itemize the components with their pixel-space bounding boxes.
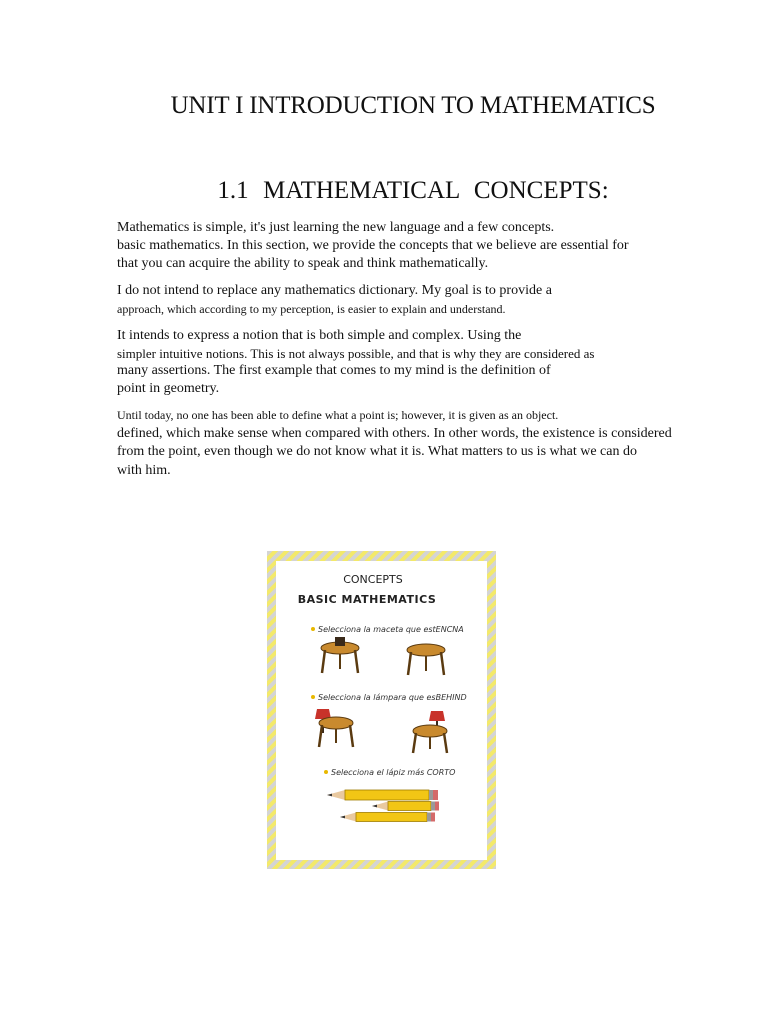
paragraph-3-line-3: many assertions. The first example that comes to my mind is the definition of [117, 363, 551, 378]
figure-instruction-3: Selecciona el lápiz más CORTO [331, 768, 456, 777]
figure-title-line-1: CONCEPTS [343, 573, 403, 586]
bullet-icon [311, 627, 315, 631]
section-title: 1.1 MATHEMATICAL CONCEPTS: [217, 177, 609, 204]
paragraph-4-line-3: from the point, even though we do not know what it is. What matters to us is what we can do [117, 444, 637, 459]
figure-title-line-2: BASIC MATHEMATICS [297, 593, 437, 606]
paragraph-2-line-1: I do not intend to replace any mathematics dictionary. My goal is to provide a [117, 283, 552, 298]
paragraph-4-line-1: Until today, no one has been able to define what a point is; however, it is given as an object. [117, 408, 559, 422]
paragraph-3-line-4: point in geometry. [117, 381, 220, 396]
paragraph-3-line-2: simpler intuitive notions. This is not always possible, and that is why they are considered as [117, 346, 595, 361]
bullet-icon [311, 695, 315, 699]
figure-instruction-1: Selecciona la maceta que estENCNA [318, 625, 464, 634]
concepts-figure-svg [267, 551, 496, 869]
paragraph-4-line-4: with him. [117, 463, 171, 478]
bullet-icon [324, 770, 328, 774]
paragraph-1-line-3: that you can acquire the ability to speak and think mathematically. [117, 256, 489, 271]
paragraph-1-line-2: basic mathematics. In this section, we provide the concepts that we believe are essential for [117, 238, 629, 253]
pencil-short-icon [340, 813, 435, 822]
unit-title: UNIT I INTRODUCTION TO MATHEMATICS [170, 92, 656, 119]
paragraph-3-line-1: It intends to express a notion that is both simple and complex. Using the [117, 328, 522, 343]
paragraph-1-line-1: Mathematics is simple, it's just learning the new language and a few concepts. [117, 220, 555, 235]
paragraph-4-line-2: defined, which make sense when compared with others. In other words, the existence is considered [117, 426, 672, 441]
pencil-long-icon [327, 790, 438, 800]
paragraph-2-line-2: approach, which according to my perception, is easier to explain and understand. [117, 302, 506, 316]
concepts-figure [267, 551, 496, 869]
figure-instruction-2: Selecciona la lámpara que esBEHIND [318, 693, 467, 702]
